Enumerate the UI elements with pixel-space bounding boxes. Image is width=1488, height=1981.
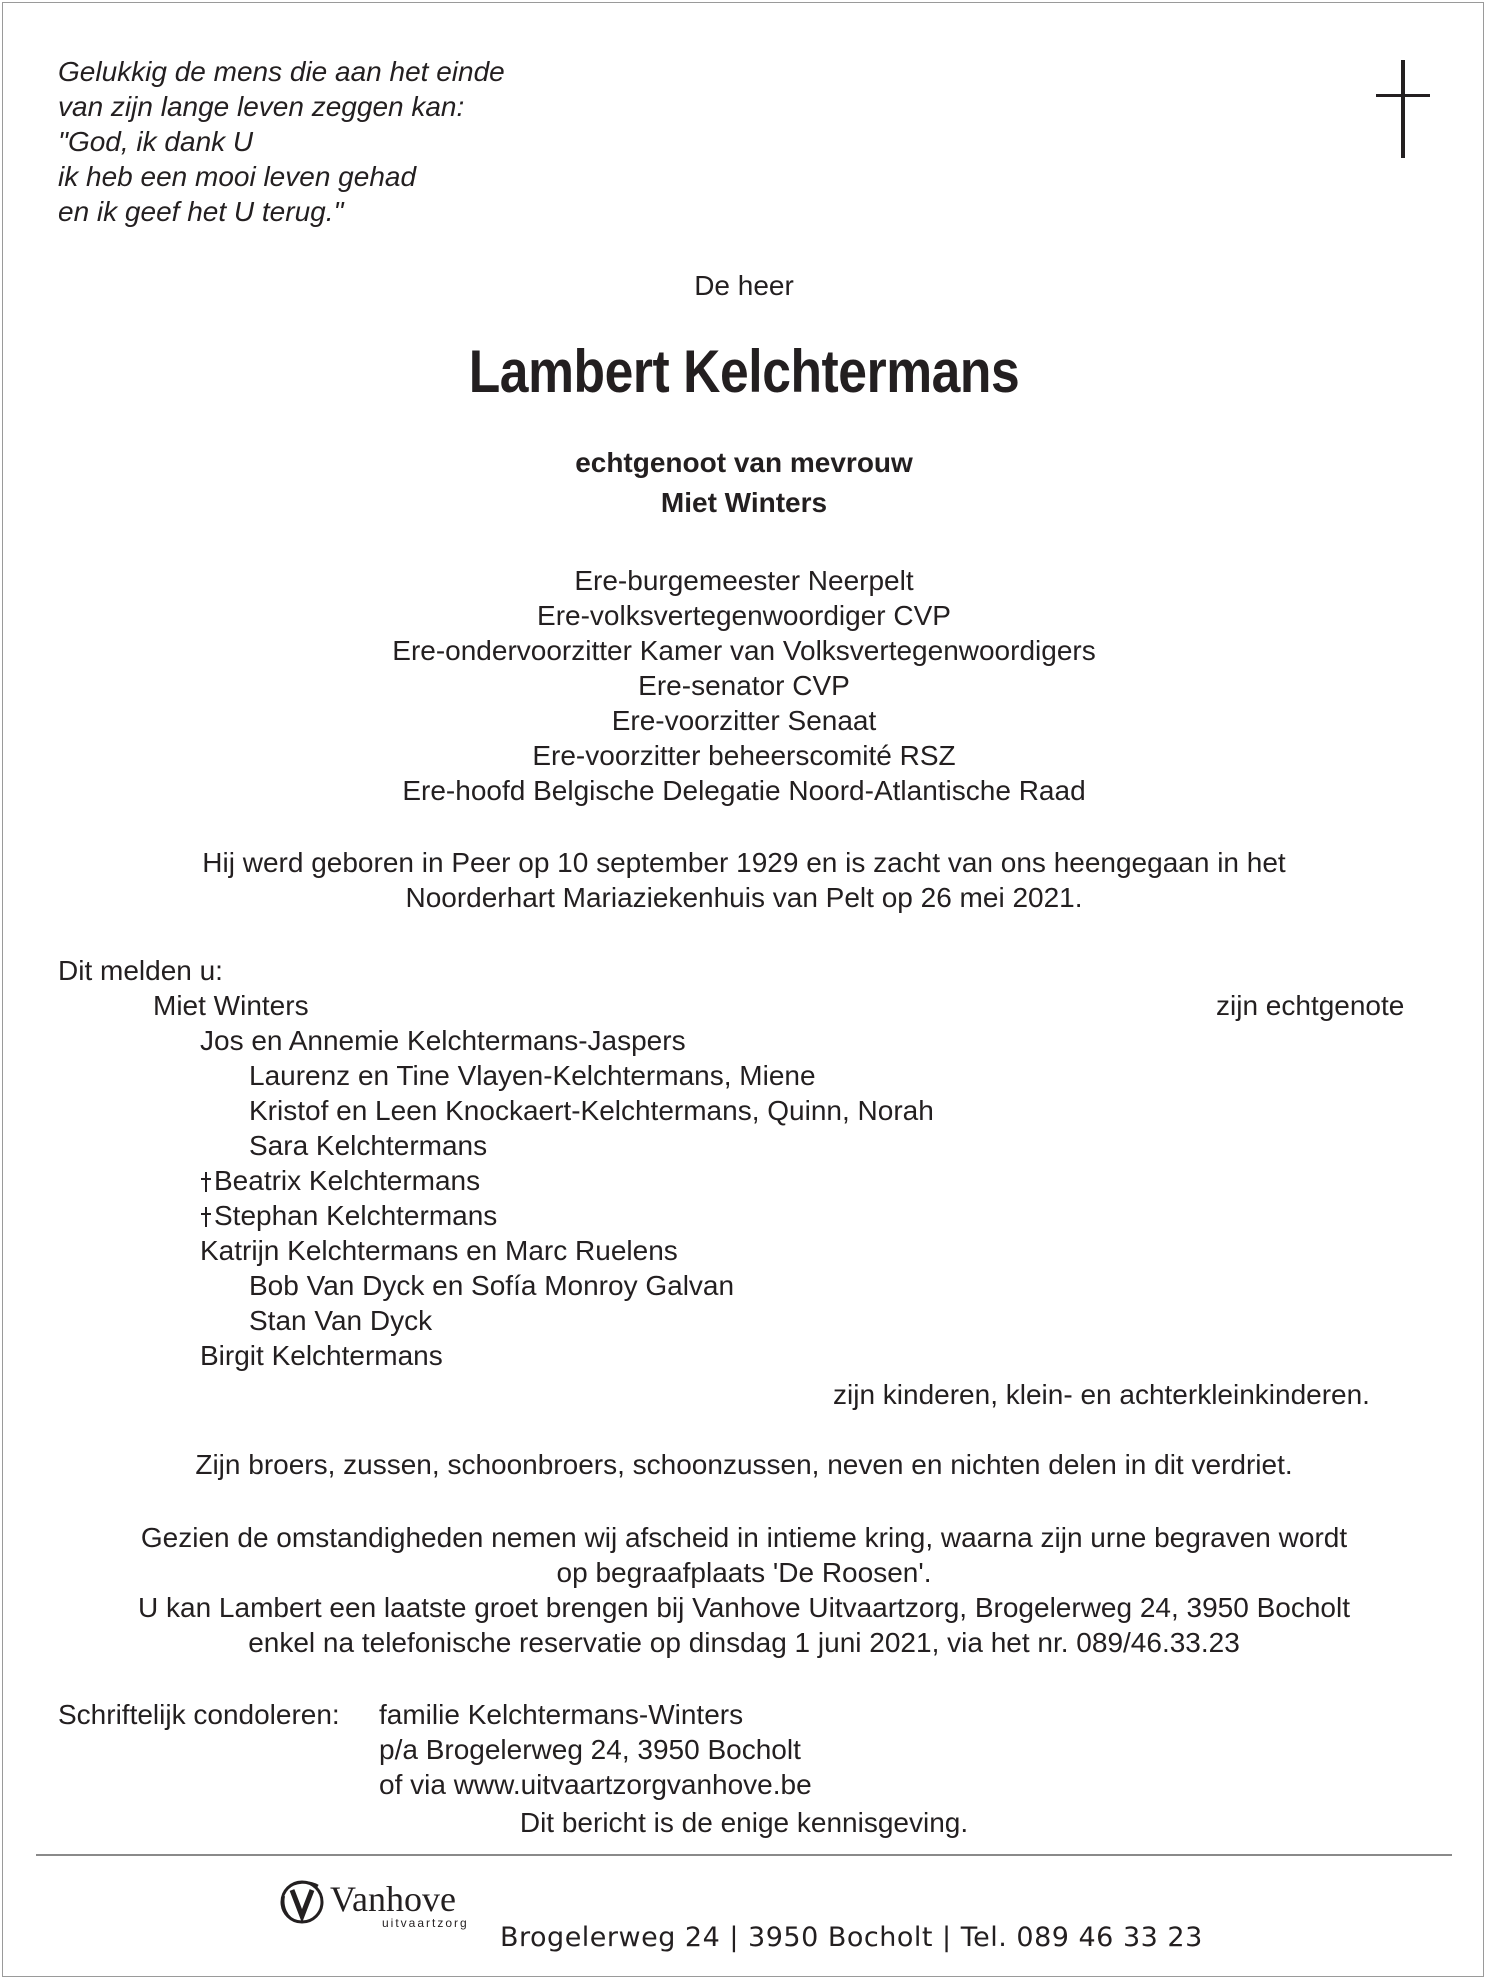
family-member: Laurenz en Tine Vlayen-Kelchtermans, Miene <box>249 1060 816 1091</box>
footer-address: Brogelerweg 24 | 3950 Bocholt | Tel. 089 46 33 23 <box>500 1922 1203 1953</box>
spouse-entry-relation: zijn echtgenote <box>1216 990 1405 1021</box>
announce-intro: Dit melden u: <box>58 955 223 986</box>
spouse-name: Miet Winters <box>660 487 828 518</box>
deceased-name: Lambert Kelchtermans <box>468 338 1020 405</box>
ceremony-line: U kan Lambert een laatste groet brengen bij Vanhove Uitvaartzorg, Brogelerweg 24, 3950 Bocholt <box>138 1592 1350 1623</box>
family-member: Katrijn Kelchtermans en Marc Ruelens <box>200 1235 678 1266</box>
family-relation: zijn kinderen, klein- en achterkleinkinderen. <box>833 1379 1370 1410</box>
ceremony-line: Gezien de omstandigheden nemen wij afscheid in intieme kring, waarna zijn urne begraven wordt <box>140 1522 1348 1553</box>
poem <box>58 54 505 229</box>
vanhove-logo <box>278 1874 484 1934</box>
family-member: Sara Kelchtermans <box>249 1130 488 1161</box>
poem-line: "God, ik dank U <box>58 126 254 157</box>
family-member: Stan Van Dyck <box>249 1305 433 1336</box>
relatives-line: Zijn broers, zussen, schoonbroers, schoonzussen, neven en nichten delen in dit verdriet. <box>195 1449 1293 1480</box>
poem-line: ik heb een mooi leven gehad <box>58 161 417 192</box>
title-line: Ere-hoofd Belgische Delegatie Noord-Atlantische Raad <box>402 775 1086 806</box>
vanhove-logo-mark <box>278 1876 328 1926</box>
closing-line: Dit bericht is de enige kennisgeving. <box>519 1807 969 1838</box>
family-member: Birgit Kelchtermans <box>200 1340 443 1371</box>
cross-icon <box>199 1205 213 1227</box>
title-line: Ere-burgemeester Neerpelt <box>574 565 914 596</box>
family-member-deceased: Beatrix Kelchtermans <box>199 1163 480 1198</box>
title-line: Ere-senator CVP <box>638 670 850 701</box>
spouse-intro: echtgenoot van mevrouw <box>575 447 913 478</box>
spouse-entry-name: Miet Winters <box>153 990 309 1021</box>
salutation: De heer <box>694 270 794 301</box>
title-line: Ere-voorzitter beheerscomité RSZ <box>532 740 956 771</box>
ceremony-line: op begraafplaats 'De Roosen'. <box>556 1557 932 1588</box>
cross-icon <box>199 1170 213 1192</box>
poem-line: Gelukkig de mens die aan het einde <box>58 56 505 87</box>
family-member-deceased: Stephan Kelchtermans <box>199 1198 497 1233</box>
condolences-line: of via www.uitvaartzorgvanhove.be <box>379 1769 812 1800</box>
birth-death-line: Hij werd geboren in Peer op 10 september 1929 en is zacht van ons heengegaan in het <box>202 847 1286 878</box>
condolences-line: familie Kelchtermans-Winters <box>379 1699 744 1730</box>
title-line: Ere-volksvertegenwoordiger CVP <box>537 600 951 631</box>
family-member: Kristof en Leen Knockaert-Kelchtermans, Quinn, Norah <box>249 1095 934 1126</box>
title-line: Ere-voorzitter Senaat <box>611 705 877 736</box>
logo-name: Vanhove <box>330 1879 456 1919</box>
ceremony-line: enkel na telefonische reservatie op dinsdag 1 juni 2021, via het nr. 089/46.33.23 <box>248 1627 1240 1658</box>
poem-line: van zijn lange leven zeggen kan: <box>58 91 465 122</box>
title-line: Ere-ondervoorzitter Kamer van Volksvertegenwoordigers <box>392 635 1096 666</box>
birth-death-line: Noorderhart Mariaziekenhuis van Pelt op 26 mei 2021. <box>405 882 1083 913</box>
condolences-line: p/a Brogelerweg 24, 3950 Bocholt <box>379 1734 801 1765</box>
family-member: Bob Van Dyck en Sofía Monroy Galvan <box>249 1270 735 1301</box>
cross-icon <box>1376 60 1430 158</box>
condolences-label: Schriftelijk condoleren: <box>58 1699 340 1730</box>
footer-divider <box>36 1854 1452 1856</box>
poem-line: en ik geef het U terug." <box>58 196 344 227</box>
family-member: Jos en Annemie Kelchtermans-Jaspers <box>200 1025 686 1056</box>
logo-sub: uitvaartzorg <box>382 1916 469 1930</box>
